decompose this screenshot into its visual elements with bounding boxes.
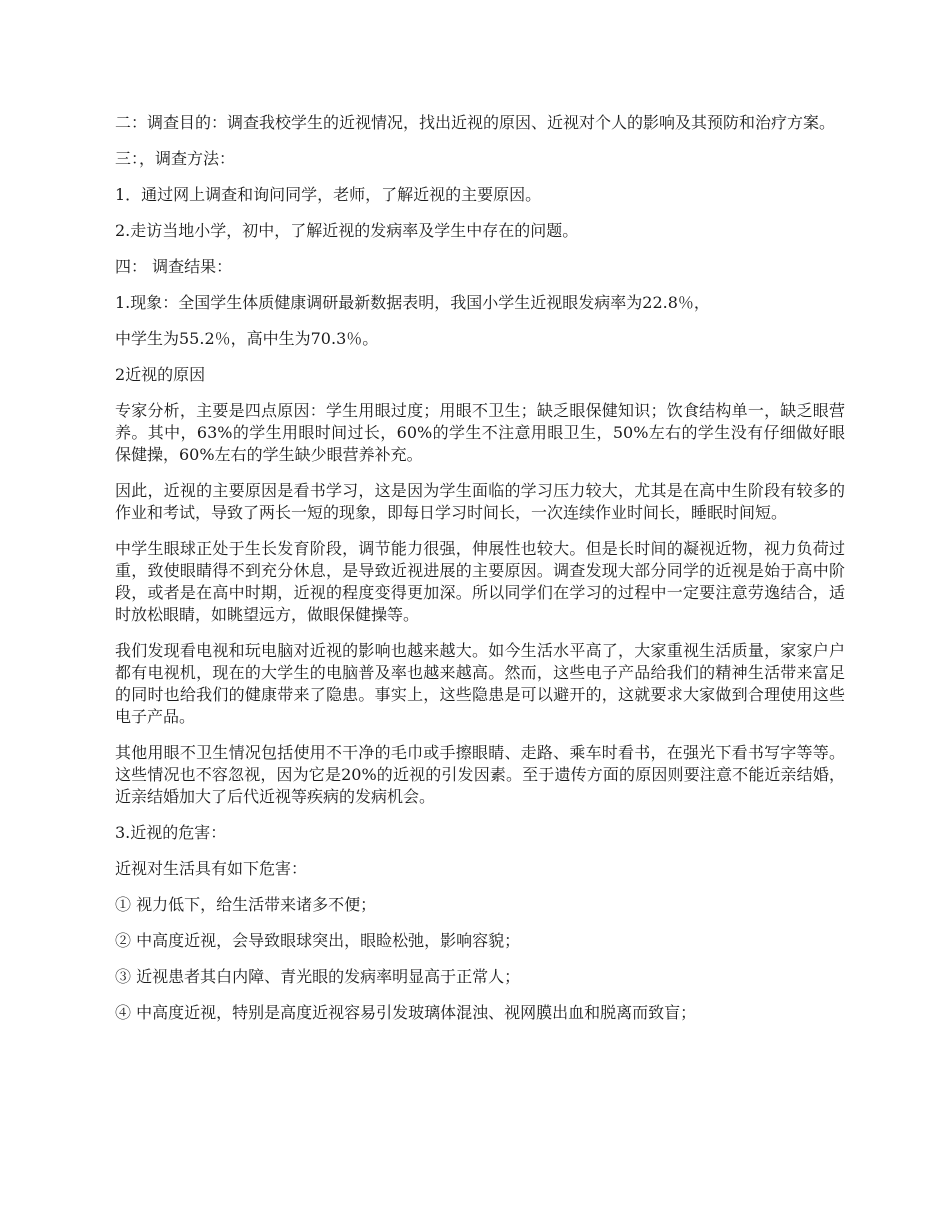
paragraph-expert-analysis: 专家分析，主要是四点原因：学生用眼过度；用眼不卫生；缺乏眼保健知识；饮食结构单一，缺乏眼营养。其中，63%的学生用眼时间过长，60%的学生不注意用眼卫生，50%左右的学生没有仔细做好眼保健操，60%左右的学生缺少眼营养补充。 bbox=[115, 401, 845, 464]
harm-item-1: ① 视力低下，给生活带来诸多不便； bbox=[115, 895, 377, 914]
heading-myopia-causes: 2近视的原因 bbox=[115, 365, 206, 384]
document-page bbox=[115, 112, 845, 1038]
result-phenomenon: 1.现象：全国学生体质健康调研最新数据表明，我国小学生近视眼发病率为22.8％， bbox=[115, 293, 710, 312]
paragraph-survey-purpose: 二：调查目的：调查我校学生的近视情况，找出近视的原因、近视对个人的影响及其预防和治疗方案。 bbox=[115, 113, 836, 132]
paragraph-eye-development: 中学生眼球正处于生长发育阶段，调节能力很强，伸展性也较大。但是长时间的凝视近物，视力负荷过重，致使眼睛得不到充分休息，是导致近视进展的主要原因。调查发现大部分同学的近视是始于高中阶段，或者是在高中时期，近视的程度变得更加深。所以同学们在学习的过程中一定要注意劳逸结合，适时放松眼睛，如眺望远方，做眼保健操等。 bbox=[115, 539, 845, 624]
method-item-1: 1．通过网上调查和询问同学，老师，了解近视的主要原因。 bbox=[115, 185, 542, 204]
heading-survey-method: 三：，调查方法： bbox=[115, 149, 236, 168]
heading-survey-results: 四： 调查结果： bbox=[115, 257, 233, 276]
paragraph-electronics: 我们发现看电视和玩电脑对近视的影响也越来越大。如今生活水平高了，大家重视生活质量，家家户户都有电视机，现在的大学生的电脑普及率也越来越高。然而，这些电子产品给我们的精神生活带来富足的同时也给我们的健康带来了隐患。事实上，这些隐患是可以避开的，这就要求大家做到合理使用这些电子产品。 bbox=[115, 641, 845, 726]
result-phenomenon-continued: 中学生为55.2％，高中生为70.3％。 bbox=[115, 329, 379, 348]
paragraph-study-pressure: 因此，近视的主要原因是看书学习，这是因为学生面临的学习压力较大，尤其是在高中生阶段有较多的作业和考试，导致了两长一短的现象，即每日学习时间长，一次连续作业时间长，睡眠时间短。 bbox=[115, 481, 845, 522]
harm-item-3: ③ 近视患者其白内障、青光眼的发病率明显高于正常人； bbox=[115, 967, 521, 986]
method-item-2: 2.走访当地小学，初中，了解近视的发病率及学生中存在的问题。 bbox=[115, 221, 579, 240]
paragraph-harm-intro: 近视对生活具有如下危害： bbox=[115, 859, 308, 878]
harm-item-4: ④ 中高度近视，特别是高度近视容易引发玻璃体混浊、视网膜出血和脱离而致盲； bbox=[115, 1003, 697, 1022]
harm-item-2: ② 中高度近视，会导致眼球突出，眼睑松弛，影响容貌； bbox=[115, 931, 521, 950]
heading-myopia-harm: 3.近视的危害： bbox=[115, 823, 227, 842]
paragraph-hygiene-heredity: 其他用眼不卫生情况包括使用不干净的毛巾或手擦眼睛、走路、乘车时看书，在强光下看书写字等等。这些情况也不容忽视，因为它是20%的近视的引发因素。至于遗传方面的原因则要注意不能近亲结婚，近亲结婚加大了后代近视等疾病的发病机会。 bbox=[115, 743, 845, 806]
